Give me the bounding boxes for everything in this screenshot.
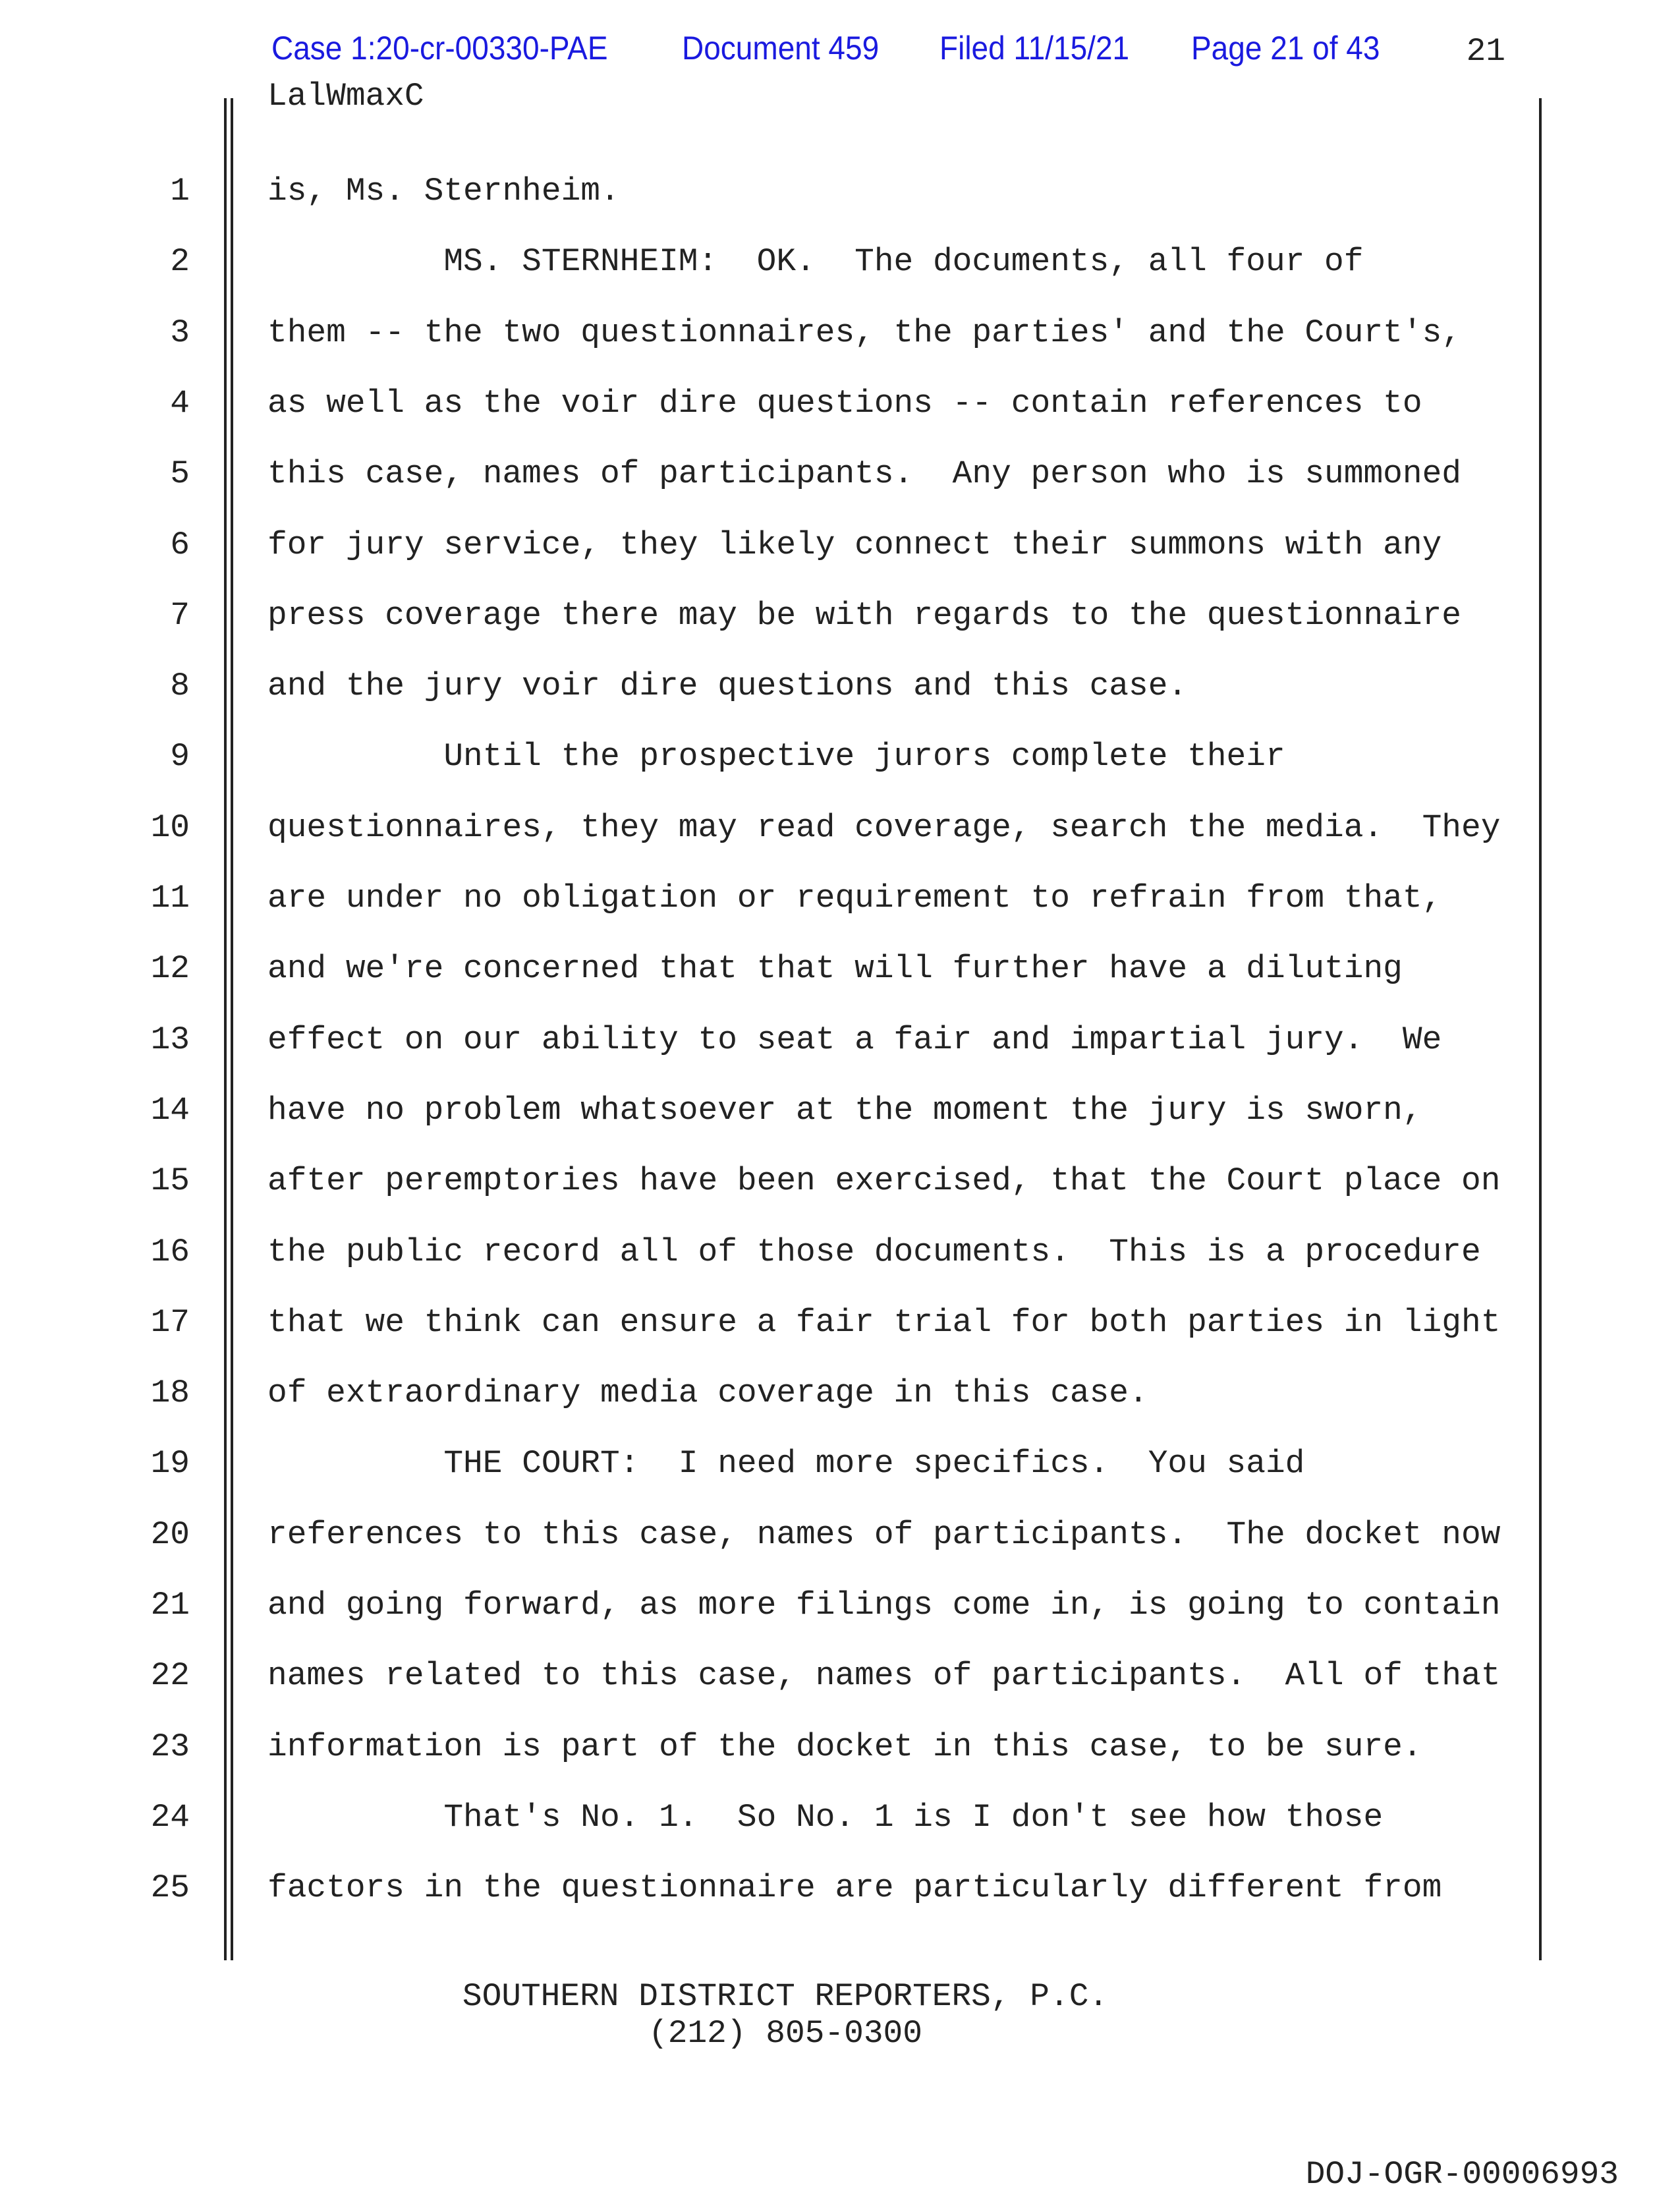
transcript-line: information is part of the docket in this case, to be sure. bbox=[267, 1728, 1422, 1765]
line-number: 18 bbox=[150, 1375, 190, 1412]
transcript-line: this case, names of participants. Any person who is summoned bbox=[267, 455, 1461, 493]
filed-date: Filed 11/15/21 bbox=[939, 30, 1130, 67]
line-number: 7 bbox=[170, 596, 190, 634]
line-number: 15 bbox=[150, 1162, 190, 1200]
case-number: Case 1:20-cr-00330-PAE bbox=[271, 30, 608, 67]
transcript-line: factors in the questionnaire are particularly different from bbox=[267, 1869, 1442, 1907]
transcript-line: is, Ms. Sternheim. bbox=[267, 173, 620, 210]
transcript-line: that we think can ensure a fair trial for both parties in light bbox=[267, 1303, 1501, 1341]
transcript-line: press coverage there may be with regards to the questionnaire bbox=[267, 596, 1461, 634]
right-margin-rule bbox=[1539, 98, 1542, 1960]
transcript-line: names related to this case, names of participants. All of that bbox=[267, 1657, 1501, 1695]
line-number: 21 bbox=[150, 1587, 190, 1624]
line-number: 16 bbox=[150, 1233, 190, 1270]
transcript-line: Until the prospective jurors complete their bbox=[267, 738, 1285, 776]
left-margin-rule-inner bbox=[231, 98, 233, 1960]
line-number: 1 bbox=[170, 173, 190, 210]
line-number: 2 bbox=[170, 243, 190, 281]
line-number: 20 bbox=[150, 1516, 190, 1553]
reporter-phone: (212) 805-0300 bbox=[648, 2015, 922, 2052]
reporter-name: SOUTHERN DISTRICT REPORTERS, P.C. bbox=[462, 1978, 1109, 2015]
transcript-line: for jury service, they likely connect their summons with any bbox=[267, 526, 1442, 563]
transcript-line: references to this case, names of participants. The docket now bbox=[267, 1516, 1501, 1553]
transcript-line: as well as the voir dire questions -- contain references to bbox=[267, 384, 1422, 422]
left-margin-rule bbox=[224, 98, 227, 1960]
line-number: 10 bbox=[150, 808, 190, 846]
line-number: 25 bbox=[150, 1869, 190, 1907]
transcript-line: have no problem whatsoever at the moment the jury is sworn, bbox=[267, 1091, 1422, 1129]
transcript-line: after peremptories have been exercised, that the Court place on bbox=[267, 1162, 1501, 1200]
line-number: 6 bbox=[170, 526, 190, 563]
transcript-line: of extraordinary media coverage in this case. bbox=[267, 1375, 1148, 1412]
line-number: 19 bbox=[150, 1445, 190, 1483]
line-number: 9 bbox=[170, 738, 190, 776]
transcript-line: MS. STERNHEIM: OK. The documents, all four of bbox=[267, 243, 1364, 281]
line-number: 23 bbox=[150, 1728, 190, 1765]
transcript-line: and we're concerned that that will further have a diluting bbox=[267, 950, 1403, 988]
line-number: 11 bbox=[150, 880, 190, 917]
line-number: 13 bbox=[150, 1021, 190, 1058]
transcript-line: THE COURT: I need more specifics. You said bbox=[267, 1445, 1305, 1483]
transcript-page-number: 21 bbox=[1466, 33, 1505, 70]
bates-number: DOJ-OGR-00006993 bbox=[1305, 2156, 1619, 2193]
transcript-line: them -- the two questionnaires, the parties' and the Court's, bbox=[267, 314, 1461, 351]
line-number: 22 bbox=[150, 1657, 190, 1695]
transcript-line: effect on our ability to seat a fair and impartial jury. We bbox=[267, 1021, 1442, 1058]
transcript-line: That's No. 1. So No. 1 is I don't see how those bbox=[267, 1798, 1384, 1836]
line-number: 17 bbox=[150, 1303, 190, 1341]
line-number: 12 bbox=[150, 950, 190, 988]
transcript-reference: LalWmaxC bbox=[267, 78, 424, 115]
line-number: 8 bbox=[170, 667, 190, 705]
line-number: 5 bbox=[170, 455, 190, 493]
document-number: Document 459 bbox=[682, 30, 880, 67]
transcript-line: are under no obligation or requirement to refrain from that, bbox=[267, 880, 1442, 917]
line-number: 3 bbox=[170, 314, 190, 351]
transcript-line: and the jury voir dire questions and this case. bbox=[267, 667, 1188, 705]
transcript-line: the public record all of those documents. This is a procedure bbox=[267, 1233, 1481, 1270]
transcript-line: and going forward, as more filings come in, is going to contain bbox=[267, 1587, 1501, 1624]
page-of-total: Page 21 of 43 bbox=[1191, 30, 1380, 67]
line-number: 14 bbox=[150, 1091, 190, 1129]
transcript-line: questionnaires, they may read coverage, search the media. They bbox=[267, 808, 1501, 846]
line-number: 4 bbox=[170, 384, 190, 422]
line-number: 24 bbox=[150, 1798, 190, 1836]
